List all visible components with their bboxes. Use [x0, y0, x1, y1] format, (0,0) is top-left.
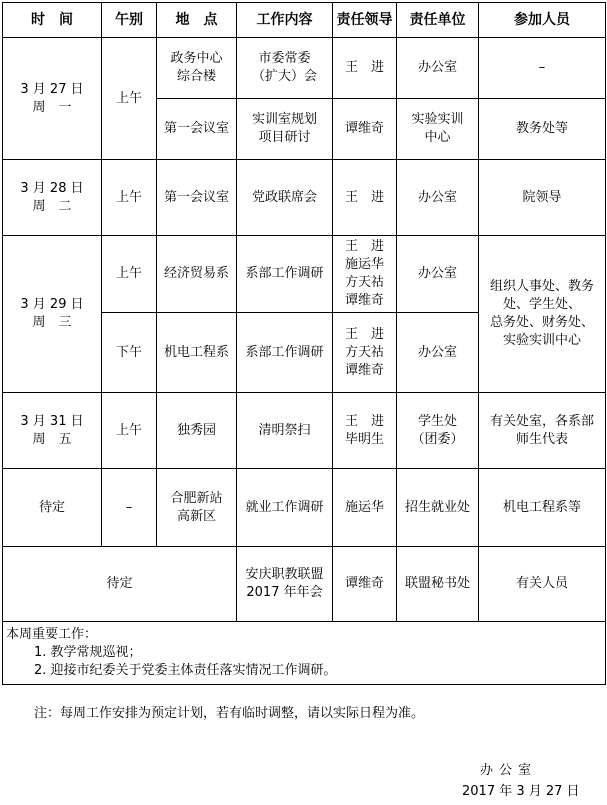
unit-cell: 联盟秘书处 — [397, 547, 479, 622]
leader-cell — [333, 236, 397, 313]
schedule-table — [2, 2, 606, 685]
content-cell — [237, 547, 333, 622]
leader-line: 王 进 — [344, 326, 384, 342]
attendees-cell: 教务处等 — [479, 99, 606, 160]
leader-line: 谭维奇 — [344, 362, 384, 378]
header-leader: 责任领导 — [333, 3, 397, 38]
attendees-line: 有关处室，各系部 — [489, 413, 594, 429]
place-cell: 第一会议室 — [157, 160, 237, 236]
leader-line: 王 进 — [344, 239, 384, 254]
unit-cell: 办公室 — [397, 38, 479, 99]
leader-cell — [333, 313, 397, 393]
leader-cell: 谭维奇 — [333, 99, 397, 160]
weekday-text: 周 二 — [32, 198, 72, 214]
leader-cell: 王 进 — [333, 160, 397, 236]
place-cell: 经济贸易系 — [157, 236, 237, 313]
leader-line: 王 进 — [344, 413, 384, 429]
date-text: 3 月 27 日 — [20, 81, 84, 97]
content-cell — [237, 99, 333, 160]
attendees-cell — [479, 393, 606, 469]
leader-line: 毕明生 — [344, 431, 384, 447]
content-cell — [237, 38, 333, 99]
content-cell: 就业工作调研 — [237, 469, 333, 547]
header-row — [3, 3, 606, 38]
place-line: 合肥新站 — [170, 490, 223, 506]
table-row — [3, 469, 606, 547]
unit-line: （团委） — [411, 431, 464, 447]
leader-line: 谭维奇 — [344, 293, 384, 308]
signature: 办公室 — [480, 763, 538, 778]
content-line: 安庆职教联盟 — [245, 567, 324, 582]
attendees-cell: 机电工程系等 — [479, 469, 606, 547]
time-cell — [3, 236, 102, 393]
leader-line: 方天祜 — [344, 275, 384, 290]
content-line: 市委常委 — [258, 51, 311, 66]
table-row — [3, 38, 606, 99]
unit-cell: 办公室 — [397, 236, 479, 313]
weekday-text: 周 三 — [32, 315, 72, 330]
table-row — [3, 236, 606, 313]
period-cell: 上午 — [102, 236, 157, 313]
place-cell: 第一会议室 — [157, 99, 237, 160]
leader-cell: 谭维奇 — [333, 547, 397, 622]
table-row — [3, 160, 606, 236]
attendees-cell: 有关人员 — [479, 547, 606, 622]
header-time: 时 间 — [3, 3, 102, 38]
sign-date: 2017 年 3 月 27 日 — [462, 784, 580, 799]
place-cell: 机电工程系 — [157, 313, 237, 393]
place-cell — [157, 38, 237, 99]
content-cell: 清明祭扫 — [237, 393, 333, 469]
content-line: （扩大）会 — [251, 69, 317, 84]
table-row — [3, 393, 606, 469]
weekday-text: 周 一 — [32, 99, 72, 115]
place-line: 综合楼 — [176, 69, 216, 84]
time-cell: 待定 — [3, 547, 237, 622]
period-cell: 上午 — [102, 160, 157, 236]
attendees-line: 总务处、财务处、 — [489, 315, 594, 330]
unit-line: 中心 — [424, 130, 451, 145]
place-cell: 独秀园 — [157, 393, 237, 469]
place-line: 政务中心 — [170, 51, 223, 66]
leader-cell — [333, 393, 397, 469]
unit-cell — [397, 99, 479, 160]
weekly-notes — [3, 622, 606, 685]
unit-line: 学生处 — [417, 413, 457, 429]
header-unit: 责任单位 — [397, 3, 479, 38]
period-cell: 上午 — [102, 393, 157, 469]
date-text: 3 月 29 日 — [20, 297, 84, 312]
place-line: 高新区 — [176, 508, 216, 524]
time-cell: 待定 — [3, 469, 102, 547]
attendees-line: 师生代表 — [515, 431, 568, 447]
attendees-cell — [479, 236, 606, 393]
period-cell: 上午 — [102, 38, 157, 160]
leader-line: 方天祜 — [344, 344, 384, 360]
place-cell — [157, 469, 237, 547]
attendees-cell: 院领导 — [479, 160, 606, 236]
leader-cell: 施运华 — [333, 469, 397, 547]
weekly-notes-row — [3, 622, 606, 685]
content-cell: 党政联席会 — [237, 160, 333, 236]
content-cell: 系部工作调研 — [237, 313, 333, 393]
leader-line: 施运华 — [344, 257, 384, 272]
period-cell: 下午 — [102, 313, 157, 393]
unit-cell: 招生就业处 — [397, 469, 479, 547]
unit-cell: 办公室 — [397, 313, 479, 393]
attendees-line: 实验实训中心 — [502, 333, 581, 348]
attendees-cell: – — [479, 38, 606, 99]
content-line: 2017 年年会 — [246, 585, 323, 600]
content-cell: 系部工作调研 — [237, 236, 333, 313]
time-cell — [3, 38, 102, 160]
attendees-line: 处、学生处、 — [502, 297, 581, 312]
table-row — [3, 547, 606, 622]
attendees-line: 组织人事处、教务 — [489, 279, 594, 294]
footnote: 注：每周工作安排为预定计划，若有临时调整，请以实际日程为准。 — [34, 706, 425, 721]
time-cell — [3, 160, 102, 236]
time-cell — [3, 393, 102, 469]
unit-cell — [397, 393, 479, 469]
unit-cell: 办公室 — [397, 160, 479, 236]
weekly-title: 本周重要工作： — [6, 627, 98, 642]
content-line: 实训室规划 — [251, 112, 317, 127]
date-text: 3 月 28 日 — [20, 180, 84, 196]
header-attendees: 参加人员 — [479, 3, 606, 38]
header-content: 工作内容 — [237, 3, 333, 38]
period-cell: – — [102, 469, 157, 547]
header-period: 午别 — [102, 3, 157, 38]
weekly-item: 1. 教学常规巡视； — [34, 645, 142, 660]
weekly-item: 2. 迎接市纪委关于党委主体责任落实情况工作调研。 — [34, 663, 337, 678]
date-text: 3 月 31 日 — [20, 413, 84, 429]
header-place: 地 点 — [157, 3, 237, 38]
unit-line: 实验实训 — [411, 112, 464, 127]
leader-cell: 王 进 — [333, 38, 397, 99]
weekday-text: 周 五 — [32, 431, 72, 447]
content-line: 项目研讨 — [258, 130, 311, 145]
